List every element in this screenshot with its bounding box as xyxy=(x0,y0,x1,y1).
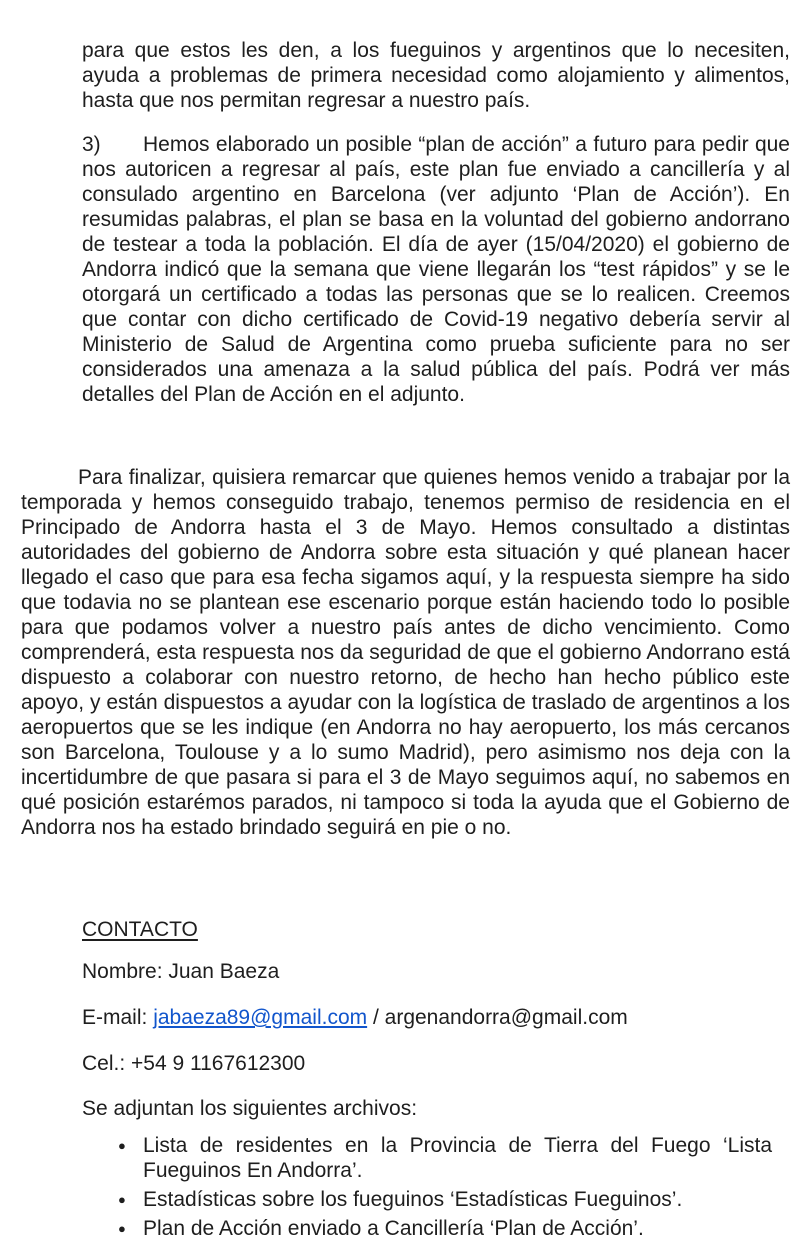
list-item xyxy=(118,1187,772,1212)
email-separator: / xyxy=(367,1006,385,1029)
list-item xyxy=(118,1216,772,1241)
bullet-icon: ● xyxy=(118,1221,126,1236)
attachment-item-text: Lista de residentes en la Provincia de Tierra del Fuego ‘Lista Fueguinos En Andorra’. xyxy=(143,1134,772,1182)
email-secondary: argenandorra@gmail.com xyxy=(384,1006,628,1029)
bullet-icon: ● xyxy=(118,1192,126,1207)
contact-heading: CONTACTO xyxy=(82,918,198,941)
contact-email-line xyxy=(82,1005,804,1030)
contact-phone-line: Cel.: +54 9 1167612300 xyxy=(82,1052,306,1075)
list-item-number: 3) xyxy=(82,133,101,156)
attachments-intro: Se adjuntan los siguientes archivos: xyxy=(82,1097,418,1120)
paragraph-item-3-text: Hemos elaborado un posible “plan de acción” a futuro para pedir que nos autoricen a regresar al país, este plan fue enviado a cancillería y al consulado argentino en Barcelona (ver adjunto ‘Plan de Acción’). En resumidas palabras, el plan se basa en la voluntad del gobierno andorrano de testear a toda la población. El día de ayer (15/04/2020) el gobierno de Andorra indicó que la semana que viene llegarán los “test rápidos” y se le otorgará un certificado a todas las personas que se lo realicen. Creemos que contar con dicho certificado de Covid-19 negativo debería servir al Ministerio de Salud de Argentina como prueba suficiente para no ser considerados una amenaza a la salud pública del país. Podrá ver más detalles del Plan de Acción en el adjunto. xyxy=(82,133,790,406)
email-label: E-mail: xyxy=(82,1006,154,1029)
paragraph-item-3 xyxy=(82,132,790,407)
bullet-icon: ● xyxy=(118,1138,126,1153)
list-item xyxy=(118,1133,772,1183)
contact-name-line: Nombre: Juan Baeza xyxy=(82,960,280,983)
paragraph-closing: Para finalizar, quisiera remarcar que quienes hemos venido a trabajar por la temporada y hemos conseguido trabajo, tenemos permiso de residencia en el Principado de Andorra hasta el 3 de Mayo. Hemos consultado a distintas autoridades del gobierno de Andorra sobre esta situación y qué planean hacer llegado el caso que para esa fecha sigamos aquí, y la respuesta siempre ha sido que todavia no se plantean ese escenario porque están haciendo todo lo posible para que podamos volver a nuestro país antes de dicho vencimiento. Como comprenderá, esta respuesta nos da seguridad de que el gobierno Andorrano está dispuesto a colaborar con nuestro retorno, de hecho han hecho público este apoyo, y están dispuestos a ayudar con la logística de traslado de argentinos a los aeropuertos que se les indique (en Andorra no hay aeropuerto, los más cercanos son Barcelona, Toulouse y a lo sumo Madrid), pero asimismo nos deja con la incertidumbre de que pasara si para el 3 de Mayo seguimos aquí, no sabemos en qué posición estarémos parados, ni tampoco si toda la ayuda que el Gobierno de Andorra nos ha estado brindado seguirá en pie o no. xyxy=(21,466,790,839)
paragraph-intro-continuation: para que estos les den, a los fueguinos y argentinos que lo necesiten, ayuda a problemas de primera necesidad como alojamiento y alimentos, hasta que nos permitan regresar a nuestro país. xyxy=(82,39,790,112)
attachment-item-text: Plan de Acción enviado a Cancillería ‘Plan de Acción’. xyxy=(143,1217,644,1240)
attachment-item-text: Estadísticas sobre los fueguinos ‘Estadísticas Fueguinos’. xyxy=(143,1188,683,1211)
email-link-primary[interactable]: jabaeza89@gmail.com xyxy=(153,1006,368,1029)
attachments-list xyxy=(118,1133,772,1241)
